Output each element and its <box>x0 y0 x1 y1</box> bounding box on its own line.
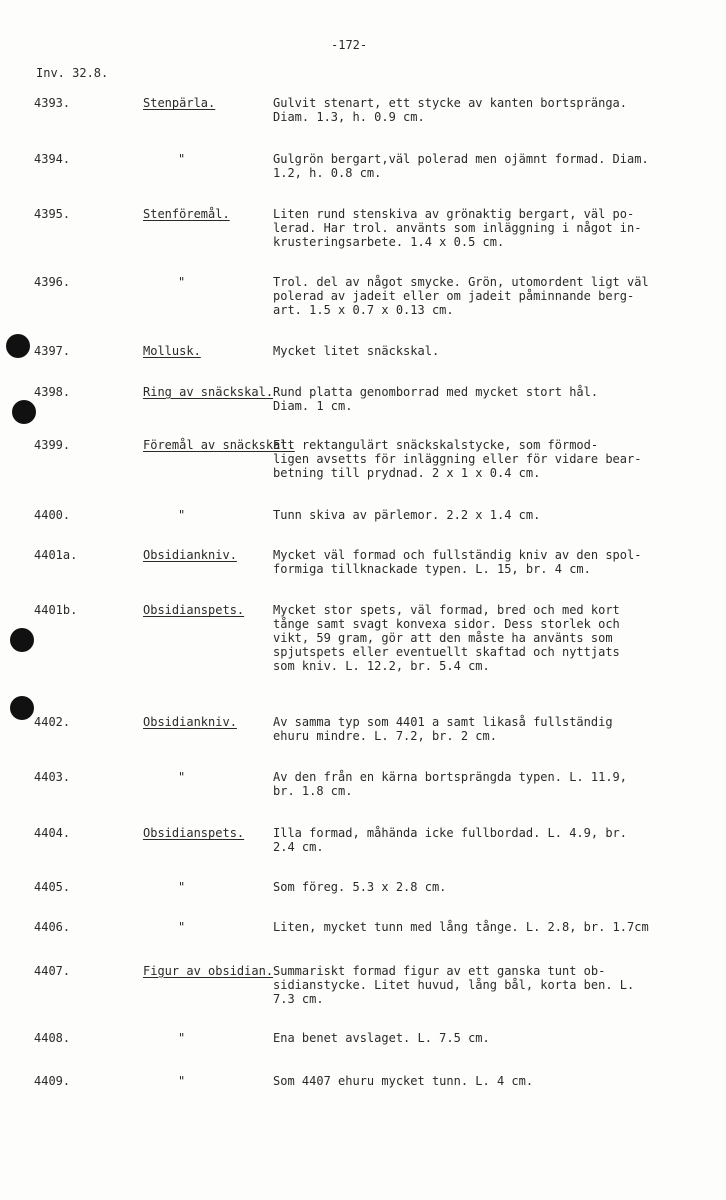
entry-number: 4403. <box>34 770 71 784</box>
object-description: Gulgrön bergart,väl polerad men ojämnt formad. Diam. 1.2, h. 0.8 cm. <box>273 152 649 180</box>
object-description: Summariskt formad figur av ett ganska tunt ob- sidianstycke. Litet huvud, lång bål, korta ben. L. 7.3 cm. <box>273 964 635 1006</box>
ditto-mark: " <box>178 920 186 934</box>
object-name: Stenpärla. <box>143 96 216 110</box>
object-name: Obsidiankniv. <box>143 715 237 729</box>
object-description: Mycket litet snäckskal. <box>273 344 440 358</box>
object-name: Föremål av snäckskal. <box>143 438 295 452</box>
entry-number: 4400. <box>34 508 71 522</box>
entry-number: 4408. <box>34 1031 71 1045</box>
inventory-header: Inv. 32.8. <box>36 66 109 80</box>
entry-number: 4406. <box>34 920 71 934</box>
entry-number: 4401b. <box>34 603 78 617</box>
object-description: Illa formad, måhända icke fullbordad. L. 4.9, br. 2.4 cm. <box>273 826 628 854</box>
entry-number: 4404. <box>34 826 71 840</box>
object-description: Liten, mycket tunn med lång tånge. L. 2.8, br. 1.7cm <box>273 920 649 934</box>
ditto-mark: " <box>178 770 186 784</box>
punch-hole <box>6 334 30 358</box>
object-description: Som föreg. 5.3 x 2.8 cm. <box>273 880 447 894</box>
ditto-mark: " <box>178 508 186 522</box>
object-description: Mycket väl formad och fullständig kniv av den spol- formiga tillknackade typen. L. 15, br. 4 cm. <box>273 548 642 576</box>
object-description: Liten rund stenskiva av grönaktig bergart, väl po- lerad. Har trol. använts som inläggning i något in- krusteringsarbete. 1.4 x 0.5 cm. <box>273 207 642 249</box>
object-description: Ett rektangulärt snäckskalstycke, som förmod- ligen avsetts för inläggning eller för vidare bear- betning till prydnad. 2 x 1 x 0.4 cm. <box>273 438 642 480</box>
ditto-mark: " <box>178 1074 186 1088</box>
punch-hole <box>12 400 36 424</box>
ditto-mark: " <box>178 1031 186 1045</box>
entry-number: 4393. <box>34 96 71 110</box>
object-name: Stenföremål. <box>143 207 230 221</box>
object-description: Mycket stor spets, väl formad, bred och med kort tånge samt svagt konvexa sidor. Dess storlek och vikt, 59 gram, gör att den måste ha använts som spjutspets eller eventuellt skaftad och nyttjats som kniv. L. 12.2, br. 5.4 cm. <box>273 603 620 673</box>
object-name: Ring av snäckskal. <box>143 385 274 399</box>
ditto-mark: " <box>178 152 186 166</box>
object-description: Av den från en kärna bortsprängda typen. L. 11.9, br. 1.8 cm. <box>273 770 628 798</box>
entry-number: 4396. <box>34 275 71 289</box>
object-description: Av samma typ som 4401 a samt likaså fullständig ehuru mindre. L. 7.2, br. 2 cm. <box>273 715 613 743</box>
page-number: -172- <box>331 38 368 52</box>
entry-number: 4405. <box>34 880 71 894</box>
object-description: Gulvit stenart, ett stycke av kanten bortspränga. Diam. 1.3, h. 0.9 cm. <box>273 96 628 124</box>
ditto-mark: " <box>178 880 186 894</box>
entry-number: 4398. <box>34 385 71 399</box>
entry-number: 4399. <box>34 438 71 452</box>
object-description: Ena benet avslaget. L. 7.5 cm. <box>273 1031 490 1045</box>
object-description: Som 4407 ehuru mycket tunn. L. 4 cm. <box>273 1074 534 1088</box>
entry-number: 4397. <box>34 344 71 358</box>
object-description: Trol. del av något smycke. Grön, utomordent ligt väl polerad av jadeit eller om jadeit påminnande berg- art. 1.5 x 0.7 x 0.13 cm. <box>273 275 649 317</box>
entry-number: 4409. <box>34 1074 71 1088</box>
entry-number: 4395. <box>34 207 71 221</box>
punch-hole <box>10 628 34 652</box>
entry-number: 4394. <box>34 152 71 166</box>
entry-number: 4401a. <box>34 548 78 562</box>
object-name: Obsidianspets. <box>143 826 245 840</box>
object-name: Obsidiankniv. <box>143 548 237 562</box>
object-description: Rund platta genomborrad med mycket stort hål. Diam. 1 cm. <box>273 385 599 413</box>
entry-number: 4402. <box>34 715 71 729</box>
object-name: Mollusk. <box>143 344 201 358</box>
ditto-mark: " <box>178 275 186 289</box>
punch-hole <box>10 696 34 720</box>
object-name: Obsidianspets. <box>143 603 245 617</box>
object-description: Tunn skiva av pärlemor. 2.2 x 1.4 cm. <box>273 508 541 522</box>
entry-number: 4407. <box>34 964 71 978</box>
object-name: Figur av obsidian. <box>143 964 274 978</box>
